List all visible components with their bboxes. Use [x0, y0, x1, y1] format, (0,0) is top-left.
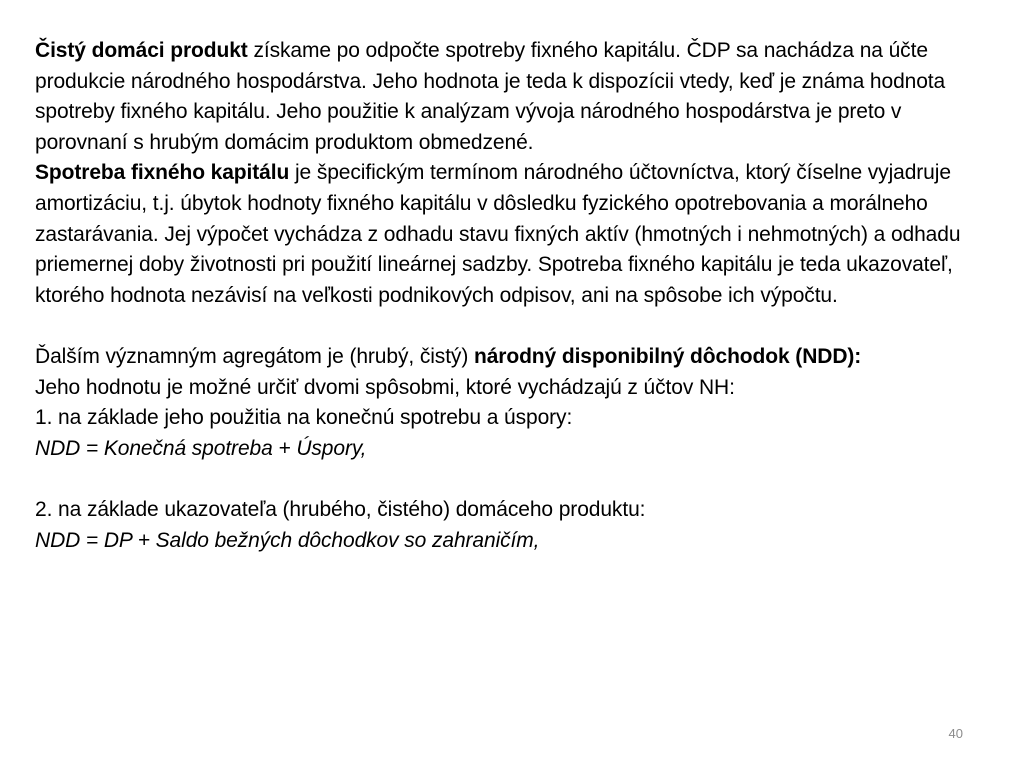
paragraph-ndd-methods: Jeho hodnotu je možné určiť dvomi spôsobmi, ktoré vychádzajú z účtov NH: — [35, 375, 735, 399]
spacer — [35, 464, 995, 495]
method-two-label: 2. na základe ukazovateľa (hrubého, čistého) domáceho produktu: — [35, 497, 646, 521]
paragraph-cisty-domaci-produkt — [35, 36, 995, 158]
definition-cisty-domaci-produkt: získame po odpočte spotreby fixného kapitálu. ČDP sa nachádza na účte produkcie národného hospodárstva. Jeho hodnota je teda k dispozícii vtedy, keď je známa hodnota spotreby fixného kapitálu. Jeho použitie k analýzam vývoja národného hospodárstva je preto v porovnaní s hrubým domácim produktom obmedzené. — [35, 39, 946, 154]
term-spotreba-fixneho-kapitalu: Spotreba fixného kapitálu — [35, 161, 290, 185]
paragraph-ndd-intro — [35, 342, 995, 373]
paragraph-spotreba-fixneho-kapitalu — [35, 158, 995, 311]
page-number: 40 — [948, 726, 963, 741]
ndd-intro-text: Ďalším významným agregátom je (hrubý, čistý) — [35, 344, 474, 368]
spacer — [35, 311, 995, 342]
term-cisty-domaci-produkt: Čistý domáci produkt — [35, 39, 248, 62]
formula-two: NDD = DP + Saldo bežných dôchodkov so zahraničím, — [35, 528, 540, 552]
slide-body — [35, 36, 995, 556]
formula-one: NDD = Konečná spotreba + Úspory, — [35, 436, 367, 460]
definition-spotreba-fixneho-kapitalu: je špecifickým termínom národného účtovníctva, ktorý číselne vyjadruje amortizáciu, t.j. úbytok hodnoty fixného kapitálu v dôsledku fyzického opotrebovania a morálneho zastarávania. Jej výpočet vychádza z odhadu stavu fixných aktív (hmotných i nehmotných) a odhadu priemernej doby životnosti pri použití lineárnej sadzby. Spotreba fixného kapitálu je teda ukazovateľ, ktorého hodnota nezávisí na veľkosti podnikových odpisov, ani na spôsobe ich výpočtu. — [35, 161, 961, 307]
term-ndd: národný disponibilný dôchodok (NDD): — [473, 344, 862, 368]
method-one-label: 1. na základe jeho použitia na konečnú spotrebu a úspory: — [35, 406, 573, 430]
